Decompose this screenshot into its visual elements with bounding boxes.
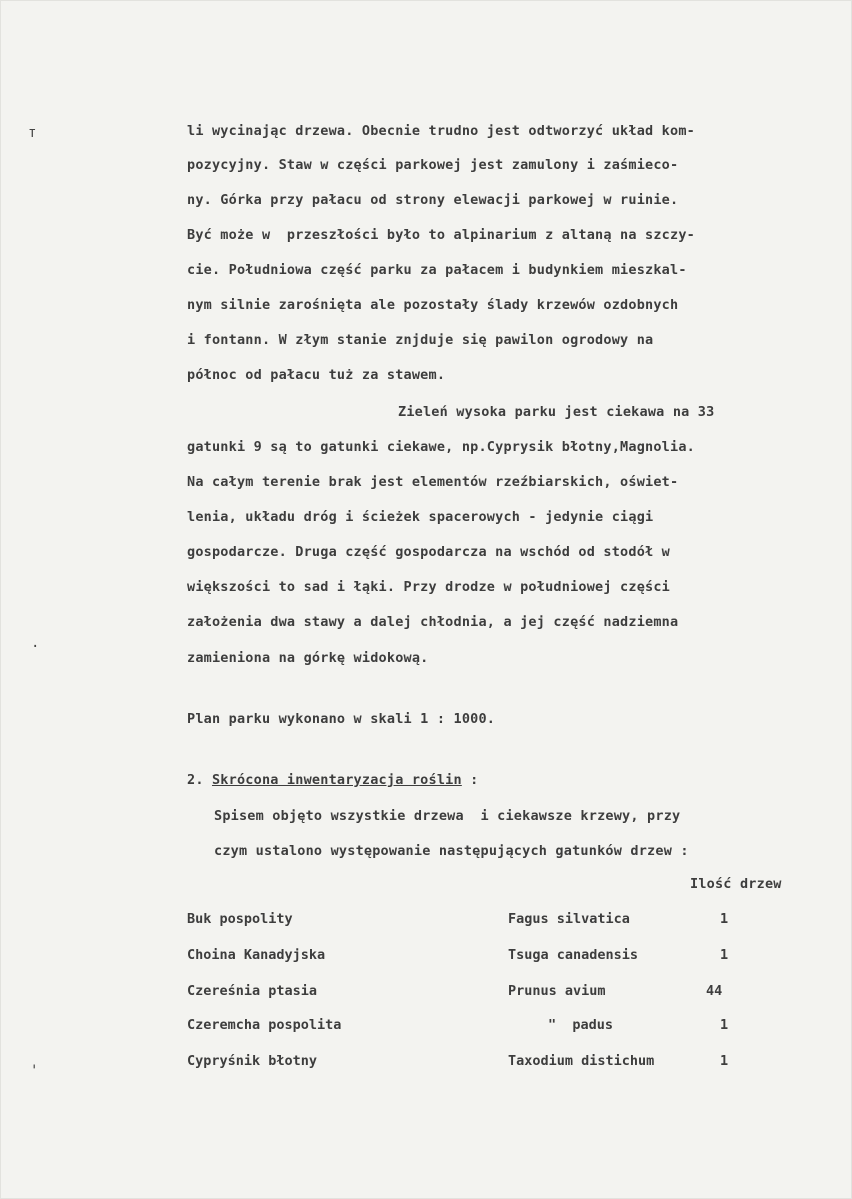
body-line: cie. Południowa część parku za pałacem i budynkiem mieszkal- [187,262,687,278]
table-row [0,911,852,931]
species-polish: Cypryśnik błotny [187,1053,318,1069]
species-latin: Taxodium distichum [508,1053,655,1069]
table-row [0,1017,852,1037]
body-line: północ od pałacu tuż za stawem. [187,367,446,383]
tree-count: 1 [720,1017,729,1033]
body-line: czym ustalono występowanie następujących gatunków drzew : [214,843,689,859]
table-row [0,983,852,1003]
body-line: zamieniona na górkę widokową. [187,650,429,666]
margin-mark: т [28,125,37,141]
section-heading [187,772,478,788]
section-number: 2. [187,772,204,788]
species-latin: " padus [548,1017,614,1033]
body-line: nym silnie zarośnięta ale pozostały ślady krzewów ozdobnych [187,297,679,313]
body-line: Zieleń wysoka parku jest ciekawa na 33 [398,404,715,420]
species-polish: Czereśnia ptasia [187,983,318,999]
tree-count: 1 [720,911,729,927]
body-line: założenia dwa stawy a dalej chłodnia, a jej część nadziemna [187,614,679,630]
plan-scale-line: Plan parku wykonano w skali 1 : 1000. [187,711,496,727]
tree-count: 44 [706,983,723,999]
species-latin: Tsuga canadensis [508,947,639,963]
section-title: Skrócona inwentaryzacja roślin [211,772,462,788]
body-line: i fontann. W złym stanie znjduje się pawilon ogrodowy na [187,332,654,348]
body-line: Być może w przeszłości było to alpinarium z altaną na szczy- [187,227,695,243]
body-line: li wycinając drzewa. Obecnie trudno jest odtworzyć układ kom- [187,123,695,139]
body-line: Spisem objęto wszystkie drzewa i ciekawsze krzewy, przy [214,808,681,824]
body-line: pozycyjny. Staw w części parkowej jest zamulony i zaśmieco- [187,157,679,173]
margin-mark: ' [30,1063,39,1079]
body-line: gospodarcze. Druga część gospodarcza na wschód od stodół w [187,544,671,560]
species-polish: Czeremcha pospolita [187,1017,342,1033]
body-line: większości to sad i łąki. Przy drodze w południowej części [187,579,671,595]
species-polish: Choina Kanadyjska [187,947,326,963]
body-line: gatunki 9 są to gatunki ciekawe, np.Cyprysik błotny,Magnolia. [187,439,695,455]
count-column-header: Ilość drzew [690,876,782,892]
species-latin: Prunus avium [508,983,606,999]
species-latin: Fagus silvatica [508,911,630,927]
body-line: ny. Górka przy pałacu od strony elewacji parkowej w ruinie. [187,192,679,208]
table-row [0,947,852,967]
body-line: lenia, układu dróg i ścieżek spacerowych - jedynie ciągi [187,509,654,525]
body-line: Na całym terenie brak jest elementów rzeźbiarskich, oświet- [187,474,679,490]
section-colon: : [470,772,479,788]
margin-mark: · [31,639,40,655]
species-polish: Buk pospolity [187,911,293,927]
tree-count: 1 [720,1053,729,1069]
tree-count: 1 [720,947,729,963]
table-row [0,1053,852,1073]
